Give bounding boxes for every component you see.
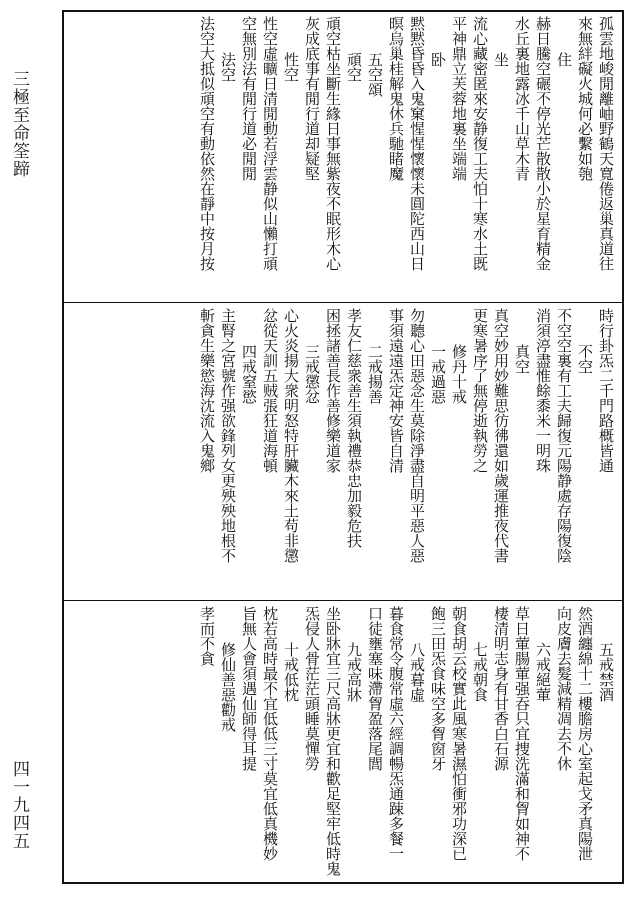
upper-text-column: 法空 xyxy=(219,52,237,82)
middle-text-column: 時行卦炁二千門路概皆通 xyxy=(597,308,615,473)
middle-text-column: 心火炎揚大衆明怒特肝臟木來土苟非懲 xyxy=(282,308,300,563)
middle-text-column: 困拯諸善長作善修樂道家 xyxy=(324,308,342,473)
upper-text-column: 赫日騰空碾不停光芒散散小於星育精金 xyxy=(534,16,552,271)
middle-text-column: 真空妙用妙難思彷彿還如歲運推夜代書 xyxy=(492,308,510,563)
lower-text-column: 九戒高牀 xyxy=(345,642,363,702)
lower-band xyxy=(70,606,616,880)
lower-text-column: 六戒絕葷 xyxy=(534,642,552,702)
middle-text-column: 四戒窒慾 xyxy=(240,344,258,404)
upper-band xyxy=(70,16,616,298)
upper-text-column: 法空大抵似頑空有動依然在靜中按月按 xyxy=(198,16,216,271)
middle-text-column: 更寒暑序了無停逝執勞之 xyxy=(471,308,489,473)
middle-text-column: 真空 xyxy=(513,344,531,374)
upper-text-column: 住 xyxy=(555,52,573,67)
middle-text-column: 三戒懲忿 xyxy=(303,344,321,404)
middle-text-column: 修丹十戒 xyxy=(450,344,468,404)
lower-text-column: 棲清明志身有甘香白石源 xyxy=(492,606,510,771)
upper-text-column: 灰成底事有閒行道却疑堅 xyxy=(303,16,321,181)
middle-text-column: 孝友仁慈衆善生須執禮恭忠加毅危扶 xyxy=(345,308,363,548)
lower-text-column: 八戒暮虛 xyxy=(408,642,426,702)
lower-text-column: 然酒纏綿十二樓膽房心室起戈矛真陽泄 xyxy=(576,606,594,861)
upper-text-column: 水丘裏地露冰千山草木青 xyxy=(513,16,531,181)
band-divider xyxy=(64,600,622,601)
middle-text-column: 消須渟盡惟餘黍米一明珠 xyxy=(534,308,552,473)
lower-text-column: 向皮膚去髮減精凋去不休 xyxy=(555,606,573,771)
upper-text-column: 卧 xyxy=(429,52,447,67)
lower-text-column: 修仙善惡勸戒 xyxy=(219,642,237,732)
middle-text-column: 忿從天訓五贼張狂道海頓 xyxy=(261,308,279,473)
middle-text-column: 不空 xyxy=(576,344,594,374)
upper-text-column: 孤雲地峻閒離岫野鶴天寬倦返巢真道往 xyxy=(597,16,615,271)
lower-text-column: 十戒低枕 xyxy=(282,642,300,702)
lower-text-column: 暮食常令腹常虛六經調暢炁通踈多餐一 xyxy=(387,606,405,861)
lower-text-column: 坐卧牀宜三尺高牀更宜和歡足堅牢低時鬼 xyxy=(324,606,342,876)
lower-text-column: 旨無人會須遇仙師得耳提 xyxy=(240,606,258,771)
middle-text-column: 不空空裏有工夫歸復元陽静處存陽復陰 xyxy=(555,308,573,563)
upper-text-column: 坐 xyxy=(492,52,510,67)
book-title: 三極至命筌蹄 xyxy=(9,70,29,178)
lower-text-column: 炁侵人骨茫茫頭睡莫憚勞 xyxy=(303,606,321,771)
lower-text-column: 草日葷腸葷强吞只宜捜洗滿和胷如神不 xyxy=(513,606,531,861)
upper-text-column: 暝烏巢桂解鬼休兵馳睹魔 xyxy=(387,16,405,181)
upper-text-column: 來無絆礙火城何必繫如匏 xyxy=(576,16,594,181)
lower-text-column: 枕若高時最不宜低低三寸莫宜低真機妙 xyxy=(261,606,279,861)
upper-text-column: 五空頌 xyxy=(366,52,384,97)
upper-text-column: 平神鼎立芙蓉地裏坐端端 xyxy=(450,16,468,181)
lower-text-column: 孝而不貪 xyxy=(198,606,216,666)
upper-text-column: 流心藏密匿來安静復工夫怕十寒水土既 xyxy=(471,16,489,271)
upper-text-column: 性空虛曠日清閒動若浮雲静似山懶打頑 xyxy=(261,16,279,271)
lower-text-column: 七戒朝食 xyxy=(471,642,489,702)
middle-band xyxy=(70,308,616,594)
upper-text-column: 黙黙昏昏入鬼窠惺惺懷懷未圓陀西山日 xyxy=(408,16,426,271)
middle-text-column: 勿聽心田惡念生莫除淨盡自明平惡人惡 xyxy=(408,308,426,563)
middle-text-column: 事須遠遠炁定神安皆自清 xyxy=(387,308,405,473)
page-number: 四一九四五 xyxy=(9,760,29,850)
lower-text-column: 朝食胡云校實此風寒暑濕怕衝邪功深已 xyxy=(450,606,468,861)
upper-text-column: 頑空 xyxy=(345,52,363,82)
middle-text-column: 二戒揚善 xyxy=(366,344,384,404)
middle-text-column: 一戒過惡 xyxy=(429,344,447,404)
upper-text-column: 空無別法有閒行道必閒閒 xyxy=(240,16,258,181)
lower-text-column: 飽三田炁食味空多胷窗牙 xyxy=(429,606,447,771)
page-frame xyxy=(62,10,624,884)
middle-text-column: 斬貪生樂慾海沈流入鬼鄉 xyxy=(198,308,216,473)
lower-text-column: 口徒壅塞味滯胷盈落尾閭 xyxy=(366,606,384,771)
middle-text-column: 主腎之宮號作强欲鋒列女更殃殃地根不 xyxy=(219,308,237,563)
upper-text-column: 性空 xyxy=(282,52,300,82)
upper-text-column: 頑空枯坐斷生緣日事無紫夜不眠形木心 xyxy=(324,16,342,271)
lower-text-column: 五戒禁酒 xyxy=(597,642,615,702)
